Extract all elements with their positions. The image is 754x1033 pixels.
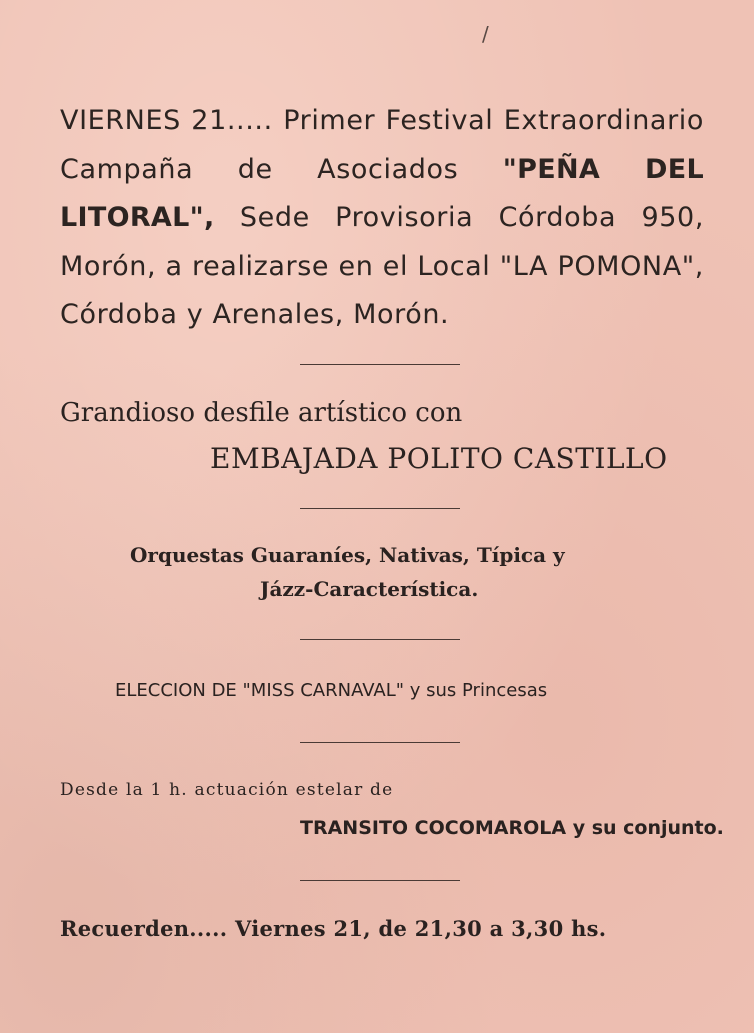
star-performance-intro: Desde la 1 h. actuación estelar de (60, 780, 394, 800)
orchestras-line-2: Jázz-Característica. (260, 577, 479, 601)
star-performance-act: TRANSITO COCOMAROLA y su conjunto. (300, 817, 724, 839)
announcement-details: Sede Provisoria Córdoba 950, Morón, a realizarse en el Local "LA POMONA", Córdoba y Arenales, Morón. (60, 202, 704, 330)
divider (300, 880, 460, 881)
announcement-lead: VIERNES 21..... Primer Festival Extraordinario Campaña de Asociados (60, 105, 704, 185)
club-name: "PEÑA DEL LITORAL", (60, 153, 705, 233)
festival-announcement (60, 97, 704, 340)
parade-intro: Grandioso desfile artístico con (60, 398, 463, 428)
divider (300, 639, 460, 640)
miss-carnaval-election: ELECCION DE "MISS CARNAVAL" y sus Princesas (115, 680, 548, 701)
parade-act: EMBAJADA POLITO CASTILLO (210, 442, 668, 475)
ink-speck: / (482, 22, 489, 46)
divider (300, 742, 460, 743)
orchestras-line-1: Orquestas Guaraníes, Nativas, Típica y (130, 543, 565, 567)
reminder: Recuerden..... Viernes 21, de 21,30 a 3,30 hs. (60, 916, 607, 941)
divider (300, 508, 460, 509)
divider (300, 364, 460, 365)
